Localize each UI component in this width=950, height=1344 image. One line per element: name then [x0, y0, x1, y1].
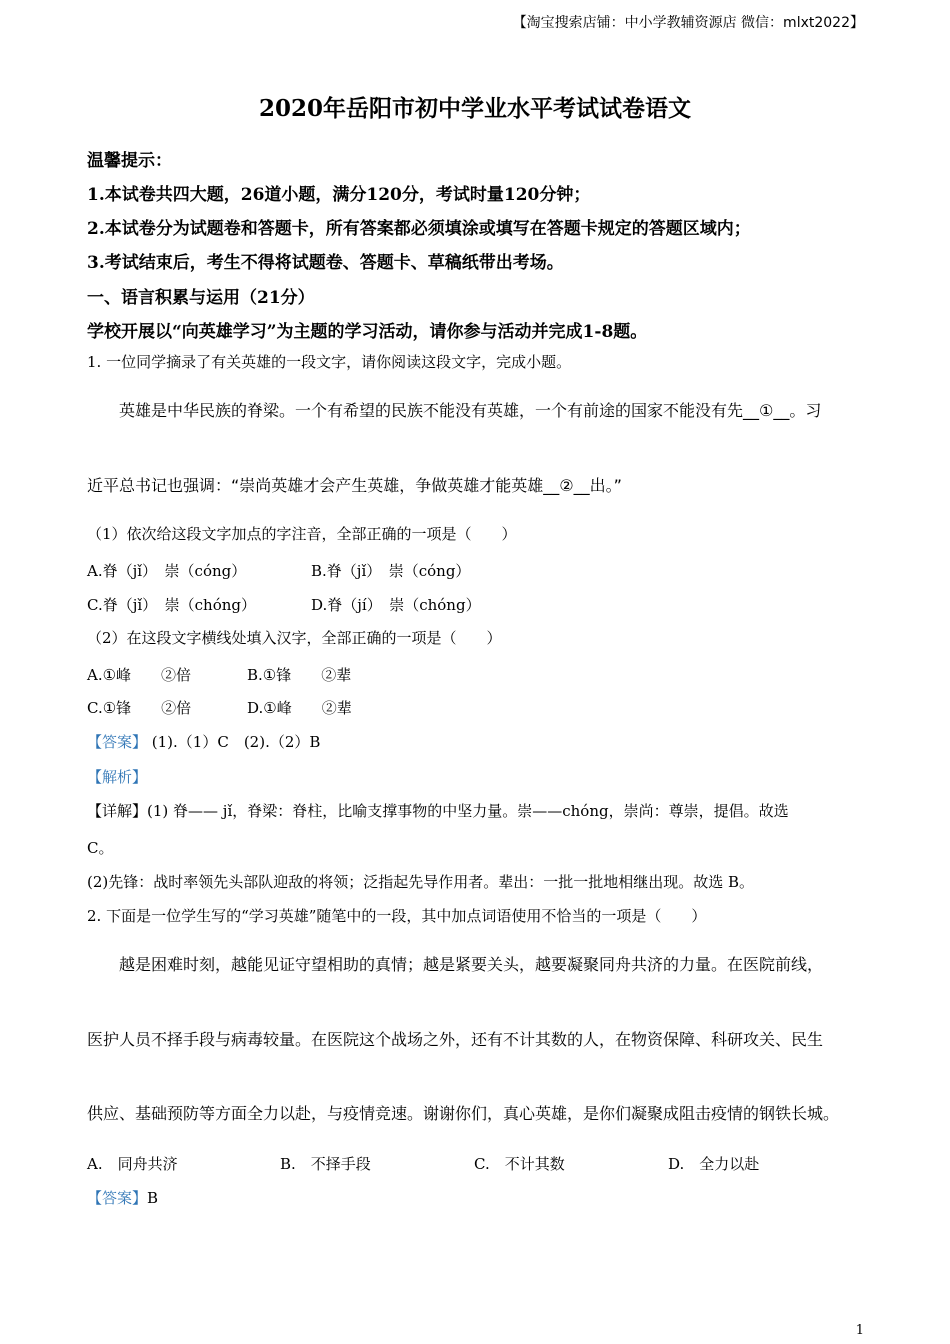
- analysis-label: 【解析】: [87, 768, 148, 786]
- passage-line: 英雄是中华民族的脊梁。一个有希望的民族不能没有英雄，一个有前途的国家不能没有先__①__。习: [119, 401, 822, 420]
- question-stem: 1. 一位同学摘录了有关英雄的一段文字，请你阅读这段文字，完成小题。: [87, 353, 572, 371]
- detail-line: [87, 800, 789, 821]
- detail-line: (2)先锋：战时率领先头部队迎敌的将领；泛指起先导作用者。辈出：一批一批地相继出现。故选 B。: [87, 873, 755, 891]
- answer-line: [87, 731, 320, 752]
- option: D.①峰 ②辈: [247, 699, 352, 717]
- option: D. 全力以赴: [668, 1155, 760, 1173]
- answer-text: (1).（1）C (2).（2）B: [147, 733, 321, 751]
- tip-item: 3.考试结束后，考生不得将试题卷、答题卡、草稿纸带出考场。: [87, 253, 564, 273]
- passage-line: 医护人员不择手段与病毒较量。在医院这个战场之外，还有不计其数的人，在物资保障、科研攻关、民生: [87, 1030, 824, 1049]
- passage-line: 越是困难时刻，越能见证守望相助的真情；越是紧要关头，越要凝聚同舟共济的力量。在医院前线，: [119, 955, 824, 974]
- passage-line: 供应、基础预防等方面全力以赴，与疫情竞速。谢谢你们，真心英雄，是你们凝聚成阻击疫情的钢铁长城。: [87, 1104, 840, 1123]
- detail-line: C。: [87, 839, 114, 857]
- answer-line: [87, 1187, 158, 1208]
- option: D.脊（jí） 崇（chóng）: [311, 596, 481, 614]
- sub-question: （1）依次给这段文字加点的字注音，全部正确的一项是（ ）: [87, 525, 517, 543]
- answer-text: B: [147, 1189, 159, 1207]
- page-header: 【淘宝搜索店铺：中小学教辅资源店 微信：mlxt2022】: [512, 15, 864, 31]
- detail-label: 【详解】: [87, 802, 148, 820]
- option: C.脊（jǐ） 崇（chóng）: [87, 596, 257, 614]
- option: B.①锋 ②辈: [247, 666, 352, 684]
- option: B.脊（jǐ） 崇（cóng）: [311, 562, 471, 580]
- tip-item: 1.本试卷共四大题，26道小题，满分120分，考试时量120分钟；: [87, 185, 591, 205]
- option: B. 不择手段: [280, 1155, 371, 1173]
- option: C. 不计其数: [474, 1155, 565, 1173]
- detail-text: (1) 脊—— jǐ，脊梁：脊柱，比喻支撑事物的中坚力量。崇——chóng，崇尚：尊崇，提倡。故选: [147, 802, 789, 820]
- section-heading: 一、语言积累与运用（21分）: [87, 288, 315, 308]
- tips-heading: 温馨提示：: [87, 151, 172, 171]
- option: A.①峰 ②倍: [87, 666, 192, 684]
- tip-item: 2.本试卷分为试题卷和答题卡，所有答案都必须填涂或填写在答题卡规定的答题区域内；: [87, 219, 751, 239]
- answer-label: 【答案】: [87, 733, 148, 751]
- passage-line: 近平总书记也强调：“崇尚英雄才会产生英雄，争做英雄才能英雄__②__出。”: [87, 476, 622, 495]
- answer-label: 【答案】: [87, 1189, 148, 1207]
- exam-title: 2020年岳阳市初中学业水平考试试卷语文: [258, 95, 691, 122]
- section-intro: 学校开展以“向英雄学习”为主题的学习活动，请你参与活动并完成1-8题。: [87, 322, 648, 342]
- question-stem: 2. 下面是一位学生写的“学习英雄”随笔中的一段，其中加点词语使用不恰当的一项是（ ）: [87, 907, 707, 925]
- option: C.①锋 ②倍: [87, 699, 192, 717]
- page-number: 1: [855, 1323, 864, 1338]
- option: A. 同舟共济: [87, 1155, 178, 1173]
- sub-question: （2）在这段文字横线处填入汉字，全部正确的一项是（ ）: [87, 629, 502, 647]
- option: A.脊（jǐ） 崇（cóng）: [87, 562, 247, 580]
